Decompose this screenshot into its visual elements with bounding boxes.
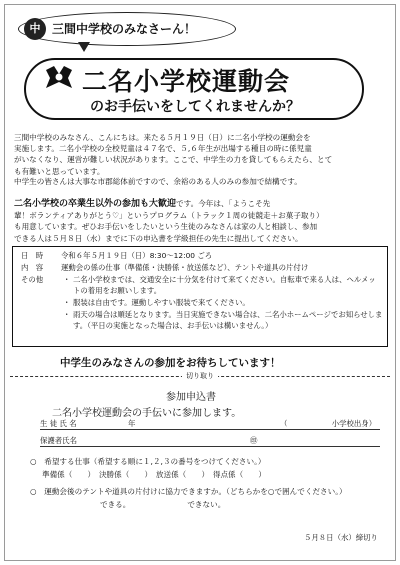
job-preference-options[interactable]: 準備係（ ） 決勝係（ ） 放送係（ ） 得点係（ ） (42, 470, 267, 479)
invite-lead: 二名小学校の卒業生以外の参加も大歓迎 (14, 199, 177, 209)
field-label: 生 徒 氏 名 (40, 419, 77, 428)
student-name-field[interactable] (40, 418, 380, 430)
bullet-text: 雨天の場合は順延となります。当日実施できない場合は、二名小ホームページでお知らせします。（平日の実施となった場合は、お手伝いは構いません。） (73, 310, 383, 330)
invite-line: も用意しています。ぜひお手伝いをしたいという生徒のみなさんは家の人と相談し、参加 (14, 222, 318, 232)
intro-line: がいなくなり、運営が難しい状況があります。ここで、中学生の力を貸してもらえたら、とて (14, 155, 333, 165)
info-label: 日 時 (21, 251, 44, 260)
speech-bubble-tail (78, 42, 90, 52)
cleanup-question: ○ 運動会後のテントや道具の片付けに協力できますか。（どちらかを○で囲んでください。） (30, 487, 347, 496)
invite-line: 輩！ボランティアありがとう♡」というプログラム（トラック１周の徒競走＋お菓子取り） (14, 211, 324, 221)
note-paragraph: 中学生の皆さんは大事な市郡総体前ですので、余裕のある人のみの参加で結構です。 (14, 177, 302, 186)
form-lead: 二名小学校運動会の手伝いに参加します。 (52, 408, 242, 419)
field-label: 年 (128, 419, 136, 428)
page-title: 二名小学校運動会 (82, 67, 291, 96)
form-title: 参加申込書 (166, 392, 216, 403)
school-emblem-icon (44, 64, 74, 92)
call-to-action: 中学生のみなさんの参加をお待ちしています！ (60, 357, 281, 369)
invite-line: です。今年は、「ようこそ先 (176, 199, 271, 208)
guardian-name-field[interactable] (40, 435, 380, 447)
field-label: ㊞ (250, 436, 258, 445)
invite-paragraph (14, 198, 384, 244)
info-value: 令和６年５月１９日（日）8:30～12:00 ごろ (61, 251, 213, 260)
info-box (12, 246, 388, 347)
info-label: 内 容 (21, 263, 44, 272)
school-seal-icon: 中 (24, 18, 46, 40)
info-bullet: ・ 服装は自由です。運動しやすい服装で来てください。 (63, 298, 250, 307)
info-value: 運動会の係の仕事（準備係・決勝係・放送係など）、テントや道具の片付け (61, 263, 309, 272)
info-content-row (21, 262, 308, 273)
cleanup-options[interactable]: できる。 できない。 (100, 500, 226, 509)
intro-line: 実施します。二名小学校の全校児童は４７名で、５,６年生が出場する種目の時に係児童 (14, 144, 312, 154)
invite-line: できる人は５月８日（水）までに下の申込書を学級担任の先生に提出してください。 (14, 233, 303, 243)
intro-line: 三間中学校のみなさん、こんにちは。来たる５月１９日（日）に二名小学校の運動会を (14, 133, 311, 142)
bullet-text: 二名小学校までは、交通安全に十分気を付けて来てください。自転車で来る人は、ヘルメットの着用をお願いします。 (73, 275, 376, 295)
greeting: 三間中学校のみなさーん！ (52, 22, 197, 36)
info-label: その他 (21, 275, 44, 284)
info-bullet: ・ 雨天の場合は順延となります。当日実施できない場合は、二名小ホームページでお知らせします。（平日の実施となった場合は、お手伝いは構いません。） (63, 310, 383, 330)
cut-label: 切り取り (182, 371, 218, 381)
job-preference-label: ○ 希望する仕事（希望する順に１,２,３の番号をつけてください。） (30, 457, 266, 466)
info-bullet: ・ 二名小学校までは、交通安全に十分気を付けて来てください。自転車で来る人は、ヘルメットの着用をお願いします。 (63, 275, 376, 295)
page-subtitle: のお手伝いをしてくれませんか？ (90, 99, 300, 115)
intro-line: も有難いと思っています。 (14, 166, 105, 176)
info-date-row (21, 250, 212, 261)
field-label: 保護者氏名 (40, 436, 77, 445)
info-other-row (21, 274, 61, 285)
field-label: （ 小学校出身） (280, 419, 377, 428)
bullet-text: 服装は自由です。運動しやすい服装で来てください。 (73, 298, 250, 307)
deadline: ５月８日（水）締切り (304, 533, 378, 542)
intro-paragraph (14, 132, 384, 177)
